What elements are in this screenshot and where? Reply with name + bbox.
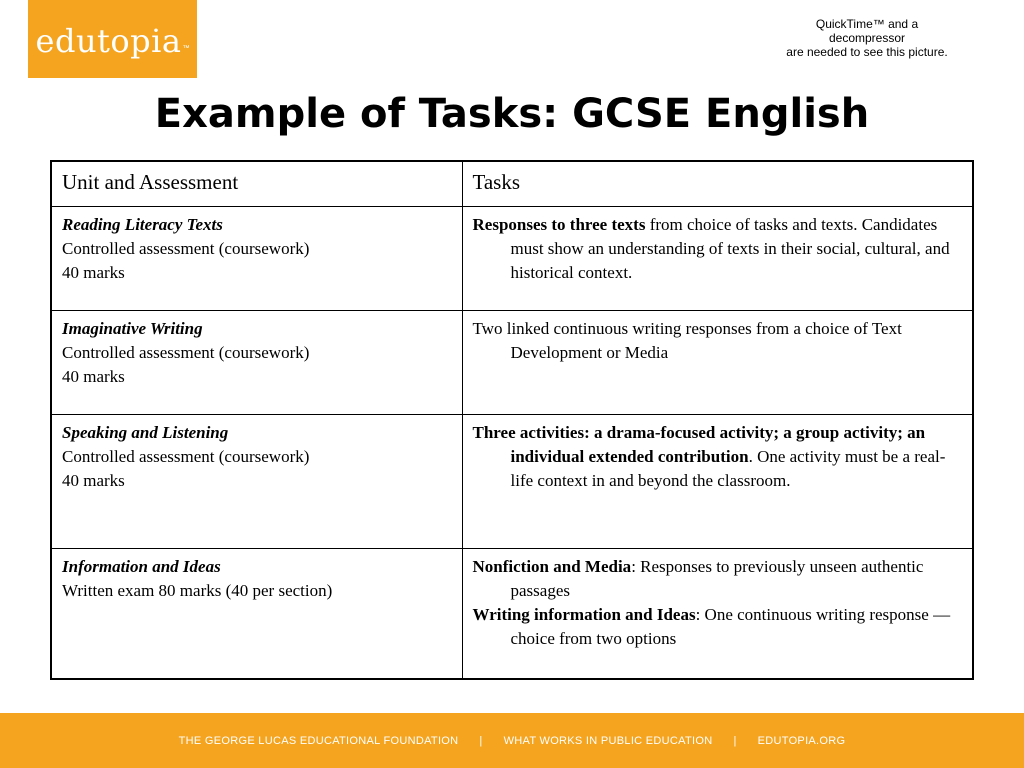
quicktime-placeholder-notice bbox=[752, 17, 982, 59]
slide-title: Example of Tasks: GCSE English bbox=[154, 91, 870, 137]
quicktime-line-1: QuickTime™ and a bbox=[815, 17, 919, 31]
tasks-cell bbox=[462, 415, 973, 549]
task-description bbox=[473, 555, 963, 603]
marks: 40 marks bbox=[62, 367, 125, 386]
unit-name: Reading Literacy Texts bbox=[62, 215, 223, 234]
task-description bbox=[473, 603, 963, 651]
quicktime-line-3: are needed to see this picture. bbox=[786, 45, 948, 59]
unit-cell bbox=[51, 549, 462, 680]
task-description bbox=[473, 421, 963, 493]
tasks-cell bbox=[462, 207, 973, 311]
tasks-cell bbox=[462, 311, 973, 415]
unit-name: Information and Ideas bbox=[62, 557, 221, 576]
unit-cell bbox=[51, 207, 462, 311]
marks: 40 marks bbox=[62, 471, 125, 490]
table-row bbox=[51, 207, 973, 311]
task-text: Two linked continuous writing responses from a choice of Text Development or Media bbox=[472, 319, 902, 362]
task-bold-text: Responses to three texts bbox=[472, 215, 646, 234]
table-row bbox=[51, 549, 973, 680]
header-tasks: Tasks bbox=[462, 161, 973, 207]
tasks-table bbox=[50, 160, 974, 680]
logo-trademark: ™ bbox=[182, 45, 190, 52]
task-bold-text: Writing information and Ideas bbox=[472, 605, 696, 624]
quicktime-line-2: decompressor bbox=[828, 31, 906, 45]
footer-separator: | bbox=[479, 734, 483, 747]
marks: 40 marks bbox=[62, 263, 125, 282]
unit-name: Imaginative Writing bbox=[62, 319, 203, 338]
table-row bbox=[51, 311, 973, 415]
unit-cell bbox=[51, 415, 462, 549]
footer-bar bbox=[0, 713, 1024, 768]
task-bold-text: Nonfiction and Media bbox=[472, 557, 632, 576]
task-text: : Responses to previously unseen authentic passages bbox=[510, 557, 924, 600]
edutopia-logo bbox=[28, 0, 197, 78]
logo-text: edutopia bbox=[35, 22, 182, 60]
table-header-row bbox=[51, 161, 973, 207]
unit-name: Speaking and Listening bbox=[62, 423, 229, 442]
unit-cell bbox=[51, 311, 462, 415]
footer-website-link[interactable]: EDUTOPIA.ORG bbox=[757, 734, 846, 747]
footer-separator: | bbox=[733, 734, 737, 747]
footer-tagline: WHAT WORKS IN PUBLIC EDUCATION bbox=[503, 734, 713, 747]
table-row bbox=[51, 415, 973, 549]
assessment-type: Controlled assessment (coursework) bbox=[62, 447, 310, 466]
assessment-type: Written exam 80 marks (40 per section) bbox=[62, 581, 333, 600]
assessment-type: Controlled assessment (coursework) bbox=[62, 239, 310, 258]
header-unit-and-assessment: Unit and Assessment bbox=[51, 161, 462, 207]
task-text: . One activity must be a real-life context in and beyond the classroom. bbox=[510, 447, 946, 490]
task-bold-text: Three activities: a drama-focused activity; a group activity; an individual extended contribution bbox=[472, 423, 926, 466]
footer-foundation-name: THE GEORGE LUCAS EDUCATIONAL FOUNDATION bbox=[178, 734, 459, 747]
task-description bbox=[473, 317, 963, 365]
task-text: from choice of tasks and texts. Candidates must show an understanding of texts in their social, cultural, and historical context. bbox=[510, 215, 950, 282]
tasks-cell bbox=[462, 549, 973, 680]
task-description bbox=[473, 213, 963, 285]
assessment-type: Controlled assessment (coursework) bbox=[62, 343, 310, 362]
task-text: : One continuous writing response — choice from two options bbox=[510, 605, 951, 648]
